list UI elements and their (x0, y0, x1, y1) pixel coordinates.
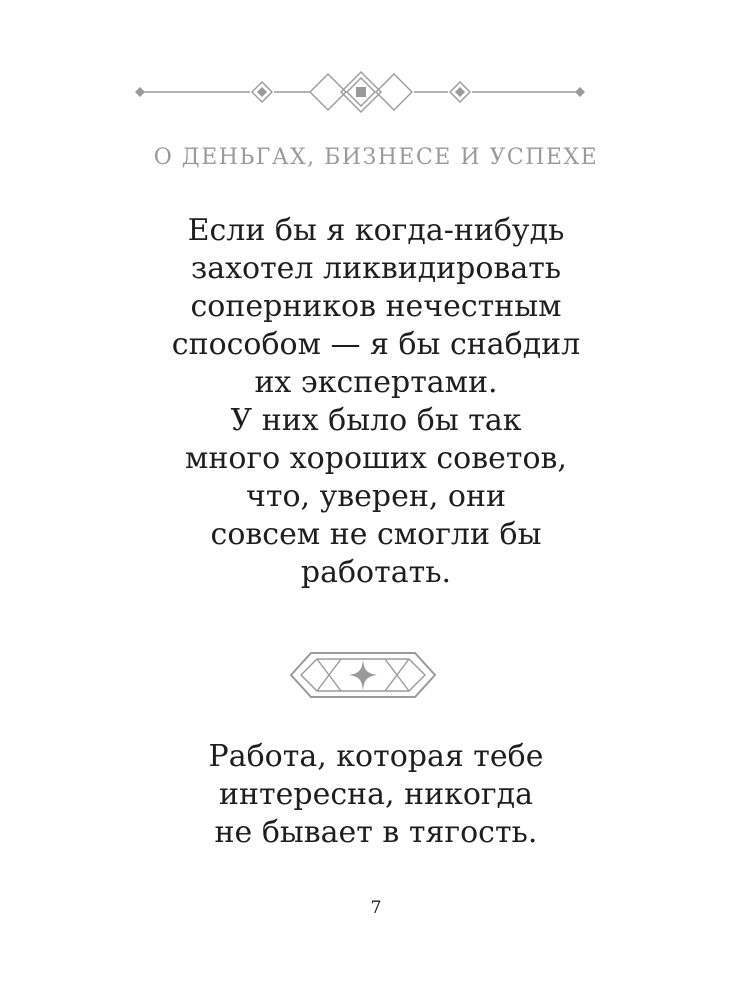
quote-line: интересна, никогда (219, 777, 533, 812)
quote-block (0, 738, 752, 852)
quote-line: Если бы я когда-нибудь (187, 213, 565, 248)
diamond-line-ornament-icon (130, 68, 590, 116)
quote-line: что, уверен, они (246, 479, 506, 514)
star-hexagon-divider-icon (289, 650, 437, 700)
quote-line: соперников нечестным (190, 289, 562, 324)
quote-line: их экспертами. (254, 365, 498, 400)
quote-line: захотел ликвидировать (190, 251, 562, 286)
quote-line: совсем не смогли бы (210, 517, 542, 552)
quote-line: работать. (300, 555, 452, 590)
page-number: 7 (370, 898, 382, 918)
quote-line: способом — я бы снабдил (171, 327, 581, 362)
quote-line: Работа, которая тебе (208, 739, 544, 774)
section-title: О ДЕНЬГАХ, БИЗНЕСЕ И УСПЕХЕ (153, 145, 599, 170)
quote-block (0, 212, 752, 592)
quote-line: не бывает в тягость. (214, 815, 538, 850)
quote-line: У них было бы так (230, 403, 522, 438)
quote-line: много хороших советов, (185, 441, 567, 476)
